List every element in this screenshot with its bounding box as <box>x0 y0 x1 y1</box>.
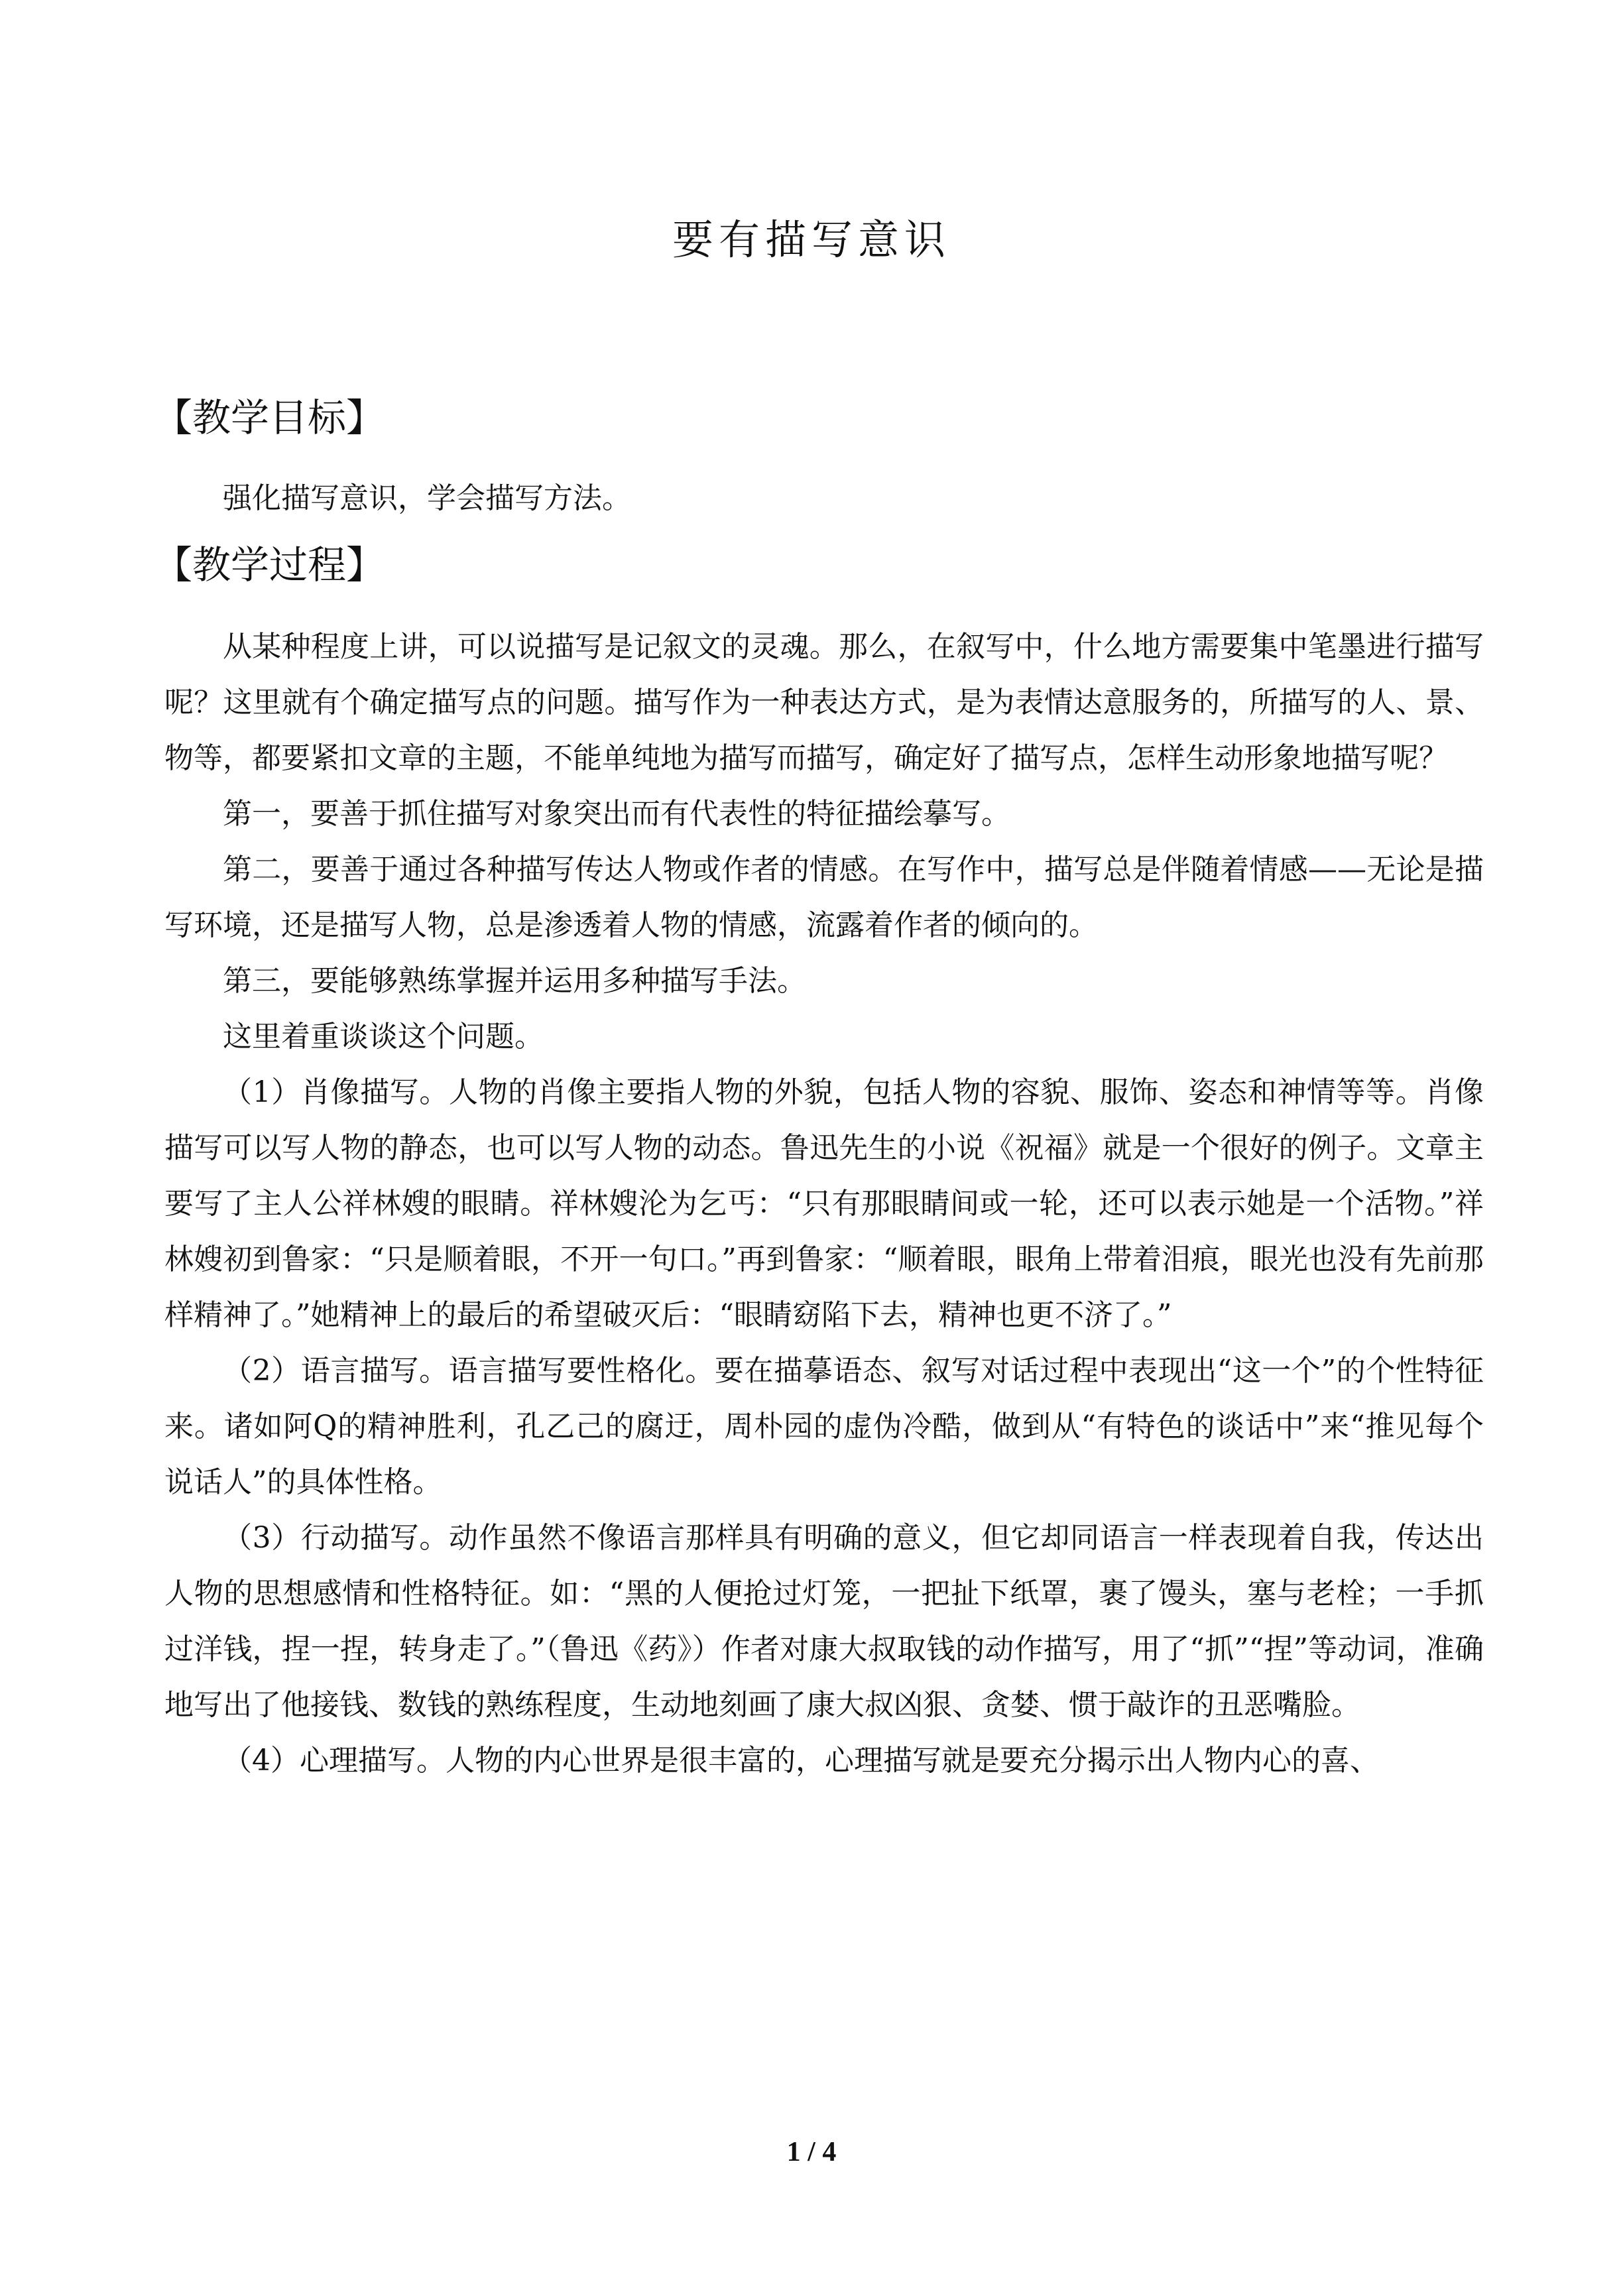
paragraph: 第一，要善于抓住描写对象突出而有代表性的特征描绘摹写。 <box>223 797 1010 831</box>
paragraph: 这里着重谈谈这个问题。 <box>223 1020 544 1054</box>
objectives-body <box>164 471 1484 526</box>
paragraph: 从某种程度上讲，可以说描写是记叙文的灵魂。那么，在叙写中，什么地方需要集中笔墨进行描写呢？这里就有个确定描写点的问题。描写作为一种表达方式，是为表情达意服务的，所描写的人、景、物等，都要紧扣文章的主题，不能单纯地为描写而描写，确定好了描写点，怎样生动形象地描写呢？ <box>164 630 1484 775</box>
paragraph: （4）心理描写。人物的内心世界是很丰富的，心理描写就是要充分揭示出人物内心的喜、 <box>223 1744 1379 1778</box>
document-title: 要有描写意识 <box>672 215 951 264</box>
process-body <box>164 619 1484 1789</box>
page-number: 1 / 4 <box>786 2137 837 2167</box>
paragraph: 强化描写意识，学会描写方法。 <box>223 481 631 515</box>
section-heading-process: 【教学过程】 <box>154 542 385 587</box>
paragraph: （3）行动描写。动作虽然不像语言那样具有明确的意义，但它却同语言一样表现着自我，传达出人物的思想感情和性格特征。如：“黑的人便抢过灯笼，一把扯下纸罩，裹了馒头，塞与老栓；一手抓过洋钱，捏一捏，转身走了。”（鲁迅《药》）作者对康大叔取钱的动作描写，用了“抓”“捏”等动词，准确地写出了他接钱、数钱的熟练程度，生动地刻画了康大叔凶狠、贪婪、惯于敲诈的丑恶嘴脸。 <box>164 1521 1484 1722</box>
paragraph: 第二，要善于通过各种描写传达人物或作者的情感。在写作中，描写总是伴随着情感——无论是描写环境，还是描写人物，总是渗透着人物的情感，流露着作者的倾向的。 <box>164 853 1484 942</box>
paragraph: （1）肖像描写。人物的肖像主要指人物的外貌，包括人物的容貌、服饰、姿态和神情等等。肖像描写可以写人物的静态，也可以写人物的动态。鲁迅先生的小说《祝福》就是一个很好的例子。文章主要写了主人公祥林嫂的眼睛。祥林嫂沦为乞丐：“只有那眼睛间或一轮，还可以表示她是一个活物。”祥林嫂初到鲁家：“只是顺着眼，不开一句口。”再到鲁家：“顺着眼，眼角上带着泪痕，眼光也没有先前那样精神了。”她精神上的最后的希望破灭后：“眼睛窈陷下去，精神也更不济了。” <box>164 1075 1484 1332</box>
paragraph: 第三，要能够熟练掌握并运用多种描写手法。 <box>223 964 806 998</box>
paragraph: （2）语言描写。语言描写要性格化。要在描摹语态、叙写对话过程中表现出“这一个”的个性特征来。诸如阿Q的精神胜利，孔乙己的腐迂，周朴园的虚伪冷酷，做到从“有特色的谈话中”来“推见每个说话人”的具体性格。 <box>164 1354 1484 1499</box>
section-heading-objectives: 【教学目标】 <box>154 395 385 440</box>
